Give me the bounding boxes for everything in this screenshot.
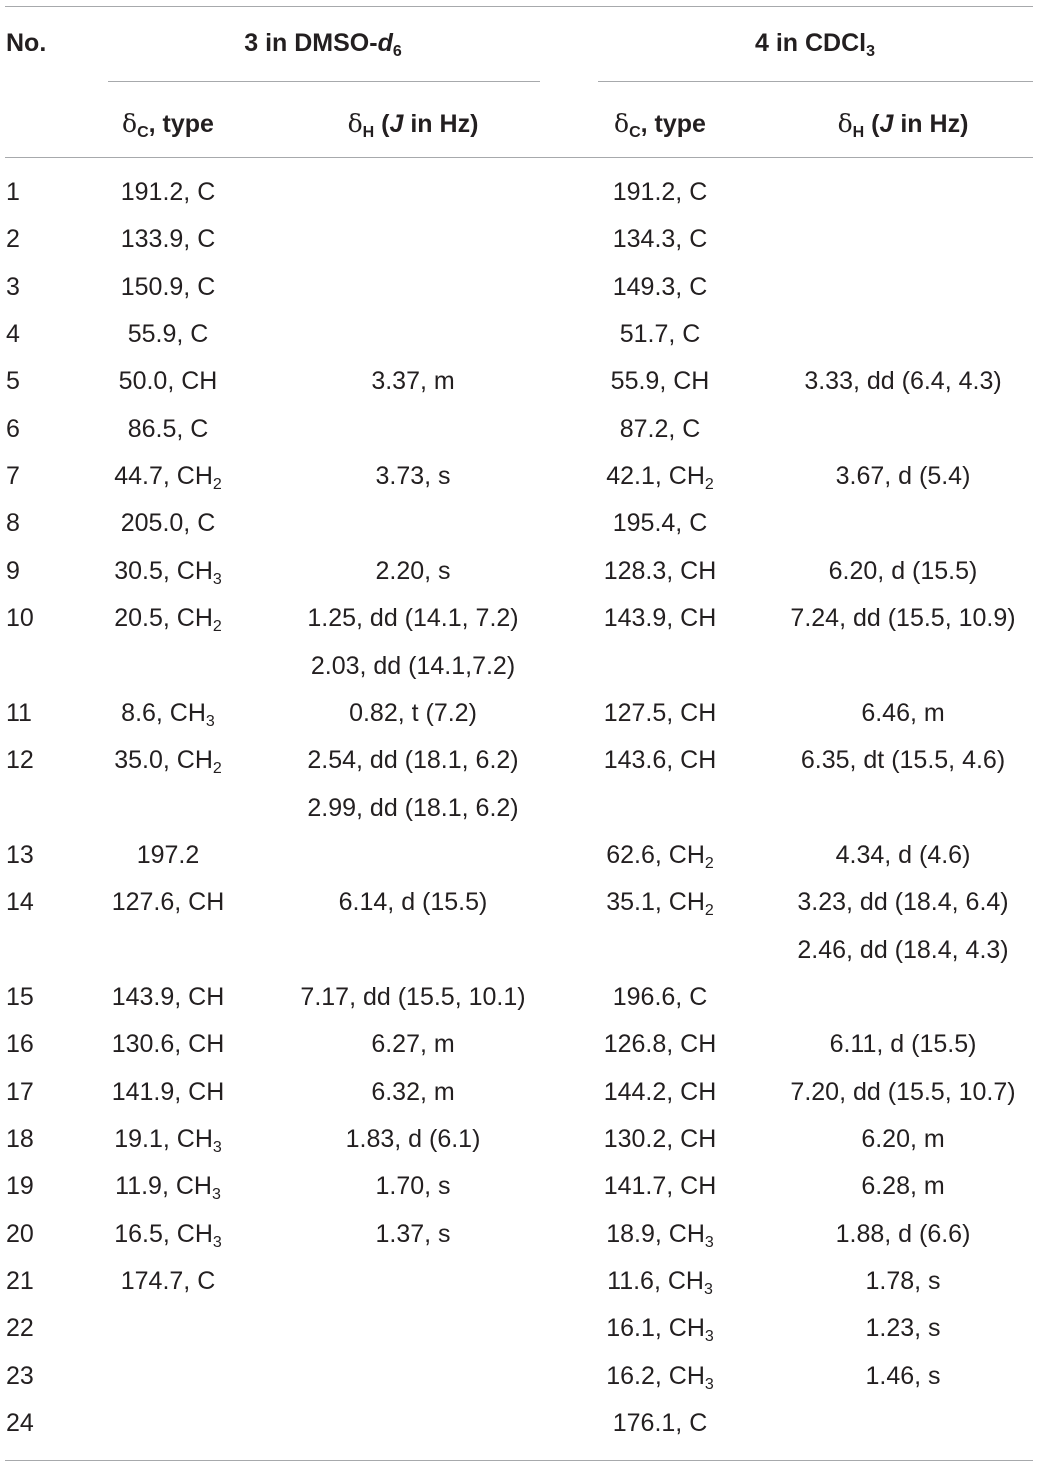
cell-text: 6.46, m [861, 698, 945, 727]
cell-text: 11.9, CH [115, 1172, 212, 1201]
cell-text: 6.11, d (15.5) [829, 1030, 977, 1059]
cell-dc-4 [604, 1125, 717, 1154]
cell-text: 55.9, C [127, 320, 209, 349]
cell-no [6, 1267, 34, 1296]
cell-dc-4 [606, 1220, 714, 1249]
cell-text: 18.9, CH [606, 1219, 705, 1248]
cell-dc-4 [604, 1030, 717, 1059]
row-number: 2 [6, 225, 20, 254]
cell-text: 144.2, CH [603, 1077, 717, 1106]
cell-no [6, 320, 20, 349]
cell-text: 0.82, t (7.2) [349, 698, 477, 727]
cell-dc-4 [613, 273, 708, 302]
cell-dh-3 [375, 462, 450, 491]
cell-text: 16.1, CH [606, 1314, 705, 1343]
row-number: 14 [6, 888, 34, 917]
cell-dh-4 [836, 841, 971, 870]
cell-no [6, 462, 20, 491]
cell-dh-4 [804, 367, 1001, 396]
cell-dh-3 [375, 557, 450, 586]
cell-text: 134.3, C [612, 225, 708, 254]
header-bottom-rule [5, 157, 1033, 158]
cell-subscript: 2 [704, 854, 714, 872]
cell-text: 7.24, dd (15.5, 10.9) [790, 604, 1016, 633]
cell-text: 3.37, m [371, 367, 455, 396]
delta-symbol: δ [122, 109, 138, 138]
cell-text: 130.6, CH [111, 1030, 225, 1059]
header-no: No. [6, 29, 47, 57]
cell-text: 35.0, CH [114, 746, 213, 775]
cell-text: 6.28, m [861, 1172, 945, 1201]
cell-dc-3 [121, 273, 216, 302]
cell-text: 30.5, CH [114, 556, 213, 585]
cell-dc-4 [607, 1267, 713, 1299]
cell-dh-4 [829, 557, 978, 586]
cell-dc-4 [613, 983, 708, 1012]
cell-text: 2.99, dd (18.1, 6.2) [307, 793, 519, 822]
cell-text: 1.23, s [865, 1314, 941, 1343]
cell-no [6, 273, 20, 302]
cell-no [6, 1314, 34, 1343]
cell-no [6, 509, 20, 538]
cell-text: 55.9, CH [610, 367, 710, 396]
row-number: 21 [6, 1267, 34, 1296]
delta-symbol: δ [837, 109, 853, 138]
cell-text: 1.70, s [375, 1172, 451, 1201]
cell-dc-3 [121, 1267, 216, 1296]
row-number: 9 [6, 556, 20, 585]
cell-text: 195.4, C [612, 509, 708, 538]
cell-dc-3 [112, 1078, 225, 1107]
cell-dh-3 [371, 1078, 454, 1107]
cell-text: 133.9, C [120, 225, 216, 254]
cell-dh-3 [311, 652, 515, 681]
cell-dc-3 [114, 604, 222, 636]
cell-dh-4 [865, 1314, 940, 1343]
cell-dc-4 [604, 746, 717, 775]
cell-text: 3.67, d (5.4) [835, 462, 971, 491]
cell-no [6, 178, 20, 207]
cell-text: 1.78, s [865, 1267, 941, 1296]
cell-dc-3 [114, 746, 222, 778]
cell-no [6, 1409, 34, 1438]
cell-text: 191.2, C [120, 178, 216, 206]
cell-text: 6.20, d (15.5) [828, 556, 978, 585]
cell-text: 6.20, m [861, 1125, 945, 1153]
group4-underline [598, 81, 1033, 82]
cell-dh-3 [300, 983, 525, 1012]
cell-text: 35.1, CH [606, 888, 705, 917]
table-bottom-rule [5, 1460, 1033, 1461]
cell-dc-4 [606, 462, 714, 494]
cell-dc-4 [613, 178, 708, 207]
cell-no [6, 225, 20, 254]
cell-text: 2.46, dd (18.4, 4.3) [797, 935, 1009, 964]
header-compound-3-sub: 6 [392, 43, 402, 60]
cell-no [6, 1078, 34, 1107]
cell-text: 11.6, CH [607, 1267, 704, 1296]
header-compound-4-prefix: 4 in CDCl [754, 29, 867, 57]
cell-dc-3 [114, 462, 222, 494]
cell-dh-3 [307, 604, 518, 633]
cell-text: 1.88, d (6.6) [835, 1219, 971, 1248]
cell-dh-4 [830, 1030, 977, 1059]
cell-text: 62.6, CH [606, 840, 705, 869]
cell-subscript: 3 [704, 1328, 714, 1346]
cell-text: 127.6, CH [111, 888, 225, 917]
cell-dc-3 [121, 509, 216, 538]
row-number: 18 [6, 1125, 34, 1153]
header-dc-3: $\delta_C$, type [122, 109, 214, 141]
cell-dh-3 [371, 367, 454, 396]
cell-text: 150.9, C [120, 272, 216, 301]
cell-text: 1.46, s [865, 1361, 941, 1390]
cell-text: 1.37, s [375, 1219, 451, 1248]
cell-text: 126.8, CH [603, 1030, 717, 1059]
cell-text: 191.2, C [612, 178, 708, 206]
cell-no [6, 746, 34, 775]
cell-text: 143.9, CH [603, 604, 717, 633]
row-number: 12 [6, 746, 34, 775]
cell-text: 6.32, m [371, 1077, 455, 1106]
cell-dc-3 [121, 225, 216, 254]
row-number: 6 [6, 414, 20, 443]
cell-text: 3.23, dd (18.4, 6.4) [797, 888, 1009, 917]
row-number: 19 [6, 1172, 34, 1201]
header-dc-4: $\delta_C$, type [614, 109, 706, 141]
header-compound-3-italic: d [377, 29, 393, 57]
cell-no [6, 415, 20, 444]
cell-dc-3 [114, 557, 222, 586]
cell-text: 42.1, CH [606, 462, 705, 491]
cell-text: 16.2, CH [606, 1361, 705, 1390]
header-dh-4: $\delta_H$ (J in Hz) [837, 109, 969, 141]
cell-dh-4 [861, 699, 944, 728]
cell-text: 174.7, C [120, 1267, 216, 1296]
cell-dc-3 [112, 1030, 225, 1059]
cell-dc-3 [137, 841, 200, 870]
cell-text: 196.6, C [612, 982, 708, 1011]
header-compound-3 [244, 29, 402, 58]
cell-dc-4 [604, 1078, 717, 1107]
cell-text: 87.2, C [619, 414, 701, 443]
cell-dc-4 [613, 225, 708, 254]
cell-dh-4 [836, 1220, 971, 1249]
cell-text: 205.0, C [120, 509, 216, 538]
cell-text: 4.34, d (4.6) [835, 840, 971, 869]
cell-dh-3 [375, 1172, 450, 1201]
cell-dh-4 [865, 1362, 940, 1391]
cell-dc-4 [606, 841, 714, 870]
cell-dc-3 [119, 367, 218, 396]
cell-no [6, 1172, 34, 1201]
cell-text: 7.20, dd (15.5, 10.7) [790, 1077, 1016, 1106]
cell-dh-4 [797, 936, 1008, 965]
cell-dc-4 [613, 1409, 708, 1438]
row-number: 7 [6, 462, 20, 491]
cell-no [6, 1362, 34, 1391]
cell-dh-4 [801, 746, 1005, 775]
cell-subscript: 3 [704, 1233, 714, 1251]
cell-dh-4 [865, 1267, 940, 1296]
cell-dc-3 [114, 1220, 222, 1249]
cell-subscript: 3 [212, 570, 222, 588]
cell-dh-3 [349, 699, 477, 728]
cell-text: 197.2 [136, 840, 200, 869]
row-number: 11 [6, 698, 32, 727]
cell-text: 1.83, d (6.1) [345, 1125, 481, 1153]
table-top-rule [5, 6, 1033, 7]
cell-subscript: 2 [704, 476, 714, 494]
row-number: 24 [6, 1409, 34, 1438]
cell-dh-3 [307, 794, 518, 823]
header-compound-4 [755, 29, 875, 58]
cell-dc-4 [613, 509, 708, 538]
cell-no [6, 557, 20, 586]
cell-text: 127.5, CH [603, 698, 717, 727]
row-number: 23 [6, 1361, 34, 1390]
cell-text: 143.9, CH [111, 982, 225, 1011]
cell-subscript: 2 [704, 902, 714, 920]
cell-dc-3 [128, 415, 209, 444]
cell-subscript: 3 [212, 1233, 222, 1251]
group3-underline [108, 81, 540, 82]
cell-no [6, 1030, 34, 1059]
cell-text: 3.73, s [375, 462, 451, 491]
cell-no [6, 841, 34, 870]
cell-dh-3 [339, 888, 488, 917]
cell-no [6, 604, 34, 633]
cell-dc-3 [115, 1172, 221, 1204]
cell-subscript: 3 [703, 1281, 713, 1299]
cell-text: 86.5, C [127, 414, 209, 443]
cell-dc-4 [604, 699, 717, 728]
cell-dc-4 [604, 604, 717, 633]
cell-text: 128.3, CH [603, 556, 717, 585]
cell-no [6, 1125, 34, 1154]
cell-subscript: 3 [704, 1375, 714, 1393]
cell-dc-4 [606, 1362, 714, 1391]
cell-dh-3 [307, 746, 518, 775]
cell-text: 8.6, CH [121, 698, 206, 727]
cell-dc-4 [604, 1172, 717, 1201]
cell-dc-4 [620, 415, 701, 444]
row-number: 8 [6, 509, 20, 538]
cell-subscript: 3 [211, 1186, 221, 1204]
cell-subscript: 2 [212, 618, 222, 636]
cell-text: 6.14, d (15.5) [338, 888, 488, 917]
cell-dc-3 [128, 320, 209, 349]
cell-subscript: 3 [212, 1139, 222, 1156]
cell-dh-3 [375, 1220, 450, 1249]
header-dh-3: $\delta_H$ (J in Hz) [347, 109, 479, 141]
cell-dc-3 [121, 178, 216, 207]
cell-subscript: 2 [212, 760, 222, 778]
cell-dc-3 [112, 983, 225, 1012]
cell-dc-3 [114, 1125, 222, 1154]
cell-dh-4 [790, 604, 1015, 633]
cell-text: 176.1, C [612, 1409, 708, 1438]
cell-text: 50.0, CH [118, 367, 218, 396]
row-number: 1 [6, 178, 20, 206]
cell-dc-3 [121, 699, 215, 728]
cell-dh-4 [797, 888, 1008, 917]
cell-text: 143.6, CH [603, 746, 717, 775]
row-number: 13 [6, 840, 34, 869]
delta-symbol: δ [614, 109, 630, 138]
cell-text: 2.20, s [375, 556, 451, 585]
cell-text: 7.17, dd (15.5, 10.1) [300, 982, 526, 1011]
row-number: 10 [6, 604, 34, 633]
cell-dc-4 [620, 320, 701, 349]
cell-subscript: 2 [212, 476, 222, 494]
cell-no [6, 367, 20, 396]
cell-text: 1.25, dd (14.1, 7.2) [307, 604, 519, 633]
cell-text: 19.1, CH [114, 1125, 213, 1153]
cell-text: 3.33, dd (6.4, 4.3) [804, 367, 1002, 396]
row-number: 20 [6, 1219, 34, 1248]
cell-text: 6.27, m [371, 1030, 455, 1059]
cell-text: 44.7, CH [114, 462, 213, 491]
cell-dc-4 [604, 557, 717, 586]
cell-text: 141.7, CH [603, 1172, 717, 1201]
cell-dh-3 [371, 1030, 454, 1059]
cell-no [6, 983, 34, 1012]
delta-symbol: δ [347, 109, 363, 138]
cell-dh-4 [790, 1078, 1015, 1107]
cell-dh-4 [836, 462, 971, 491]
cell-no [6, 699, 32, 728]
cell-text: 130.2, CH [603, 1125, 717, 1153]
cell-dc-4 [611, 367, 710, 396]
row-number: 16 [6, 1030, 34, 1059]
cell-text: 20.5, CH [114, 604, 213, 633]
cell-text: 2.03, dd (14.1,7.2) [310, 651, 516, 680]
row-number: 5 [6, 367, 20, 396]
cell-dc-3 [112, 888, 225, 917]
cell-dc-4 [606, 1314, 714, 1346]
cell-text: 149.3, C [612, 272, 708, 301]
row-number: 3 [6, 272, 20, 301]
cell-text: 51.7, C [619, 320, 701, 349]
cell-text: 141.9, CH [111, 1077, 225, 1106]
cell-subscript: 3 [205, 712, 215, 730]
cell-dh-4 [861, 1125, 944, 1154]
header-compound-4-sub: 3 [866, 43, 876, 60]
cell-no [6, 888, 34, 917]
header-compound-3-prefix: 3 in DMSO- [244, 29, 378, 57]
cell-text: 2.54, dd (18.1, 6.2) [307, 746, 519, 775]
cell-dh-4 [861, 1172, 944, 1201]
cell-dh-3 [346, 1125, 481, 1154]
row-number: 22 [6, 1314, 34, 1343]
cell-text: 16.5, CH [114, 1219, 213, 1248]
row-number: 4 [6, 320, 20, 349]
cell-no [6, 1220, 34, 1249]
row-number: 15 [6, 982, 34, 1011]
row-number: 17 [6, 1077, 34, 1106]
cell-dc-4 [606, 888, 714, 920]
cell-text: 6.35, dt (15.5, 4.6) [800, 746, 1006, 775]
